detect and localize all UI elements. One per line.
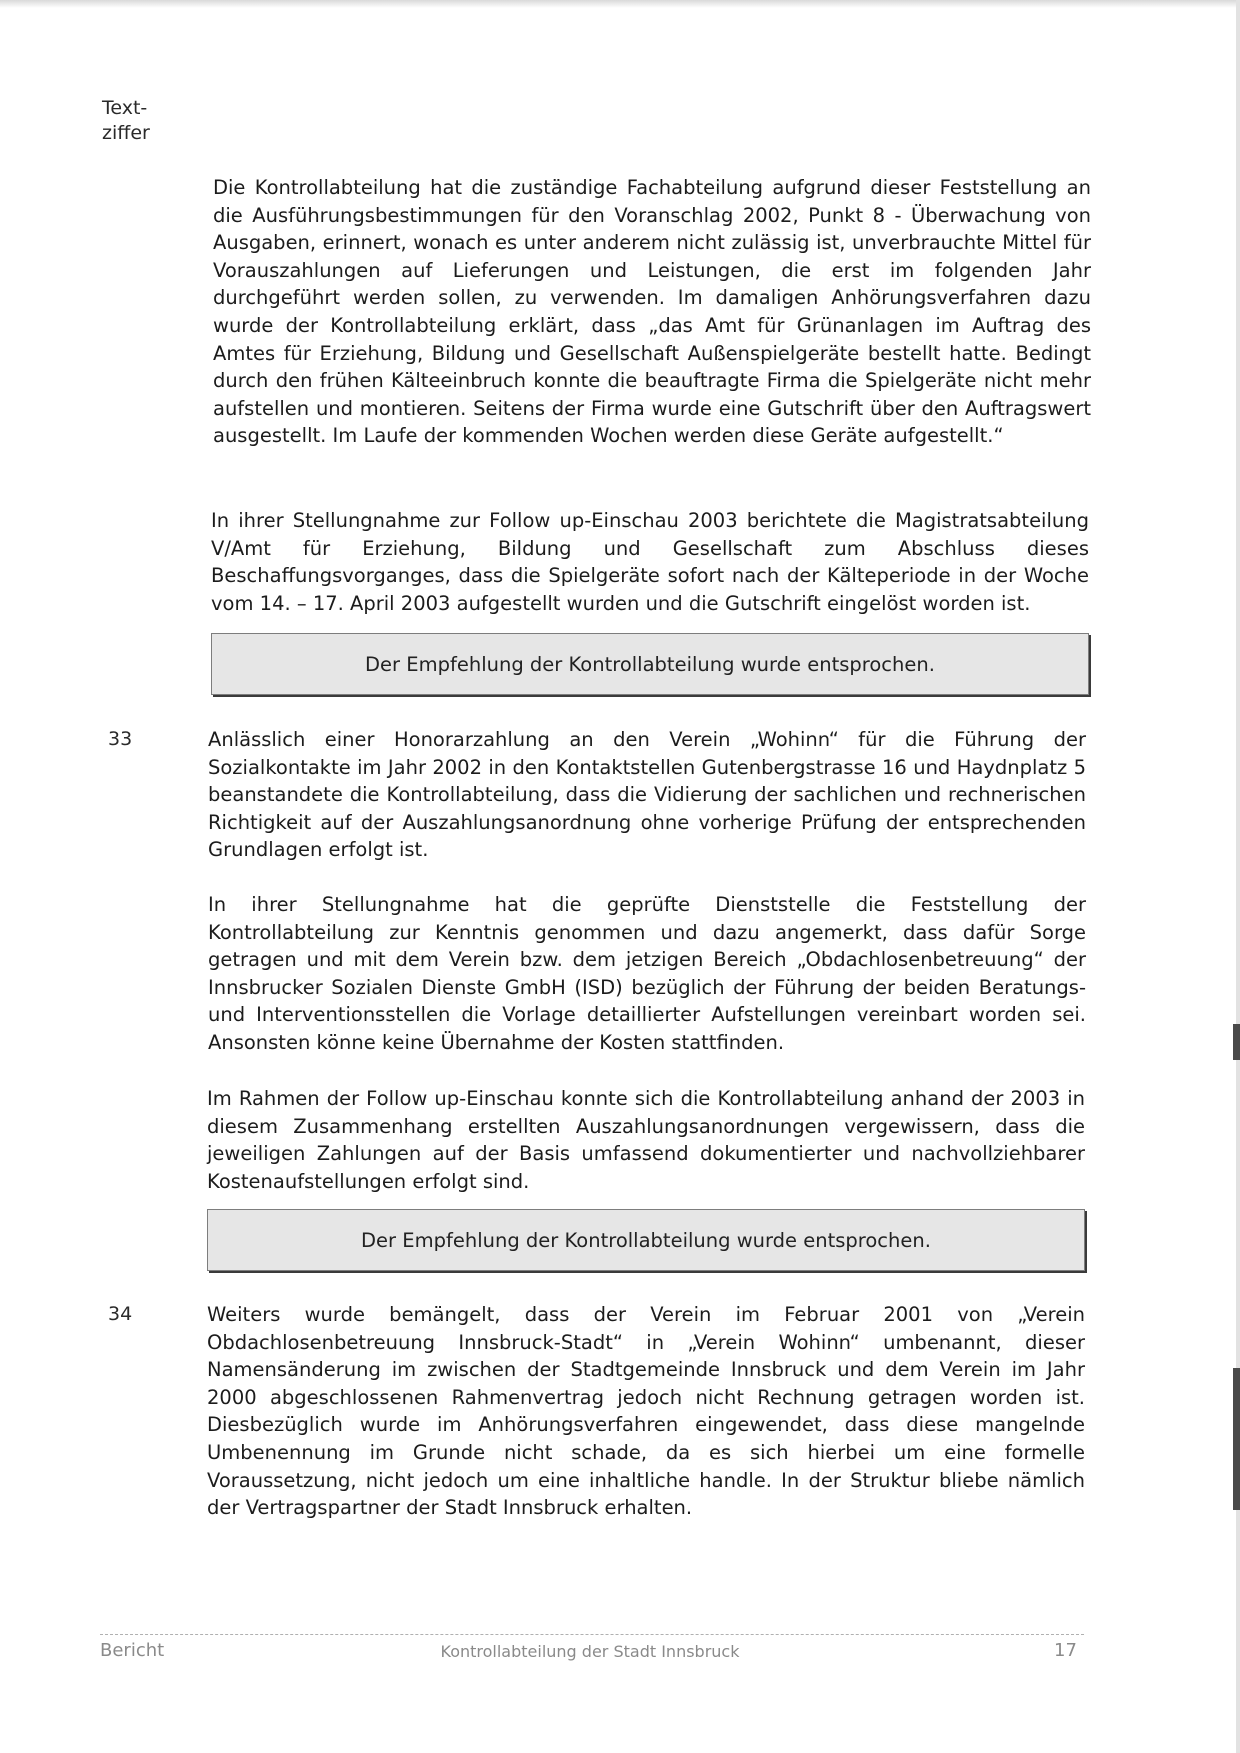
footer-center: Kontrollabteilung der Stadt Innsbruck (440, 1642, 740, 1661)
paragraph: Die Kontrollabteilung hat die zuständige Fachabteilung aufgrund dieser Feststellung an die Ausführungsbestimmungen für den Voranschlag 2002, Punkt 8 - Überwachung von Ausgaben, erinnert, wonach es unter anderem nicht zulässig ist, unverbrauchte Mittel für Vorauszahlungen auf Lieferungen und Leistungen, die erst im folgenden Jahr durchgeführt werden sollen, zu verwenden. Im damaligen Anhörungsverfahren dazu wurde der Kontrollabteilung erklärt, dass „das Amt für Grünanlagen im Auftrag des Amtes für Erziehung, Bildung und Gesellschaft Außenspielgeräte bestellt hatte. Bedingt durch den frühen Kälteeinbruch konnte die beauftragte Firma die Spielgeräte nicht mehr aufstellen und montieren. Seitens der Firma wurde eine Gutschrift über den Auftragswert ausgestellt. Im Laufe der kommenden Wochen werden diese Geräte aufgestellt.“ (213, 176, 1091, 448)
scan-edge-top (0, 0, 1240, 8)
result-text: Der Empfehlung der Kontrollabteilung wurde entsprochen. (365, 652, 935, 676)
textziffer-header (102, 96, 150, 146)
result-box (207, 1209, 1085, 1271)
paragraph: In ihrer Stellungnahme hat die geprüfte Dienststelle die Feststellung der Kontrollabteilung zur Kenntnis genommen und dazu angemerkt, dass dafür Sorge getragen und mit dem Verein bzw. dem jetzigen Bereich „Obdachlosenbetreuung“ der Innsbrucker Sozialen Dienste GmbH (ISD) bezüglich der Führung der beiden Beratungs- und Interventionsstellen die Vorlage detaillierter Aufstellungen vereinbart worden sei. Ansonsten könne keine Übernahme der Kosten stattfinden. (208, 893, 1086, 1054)
result-box (211, 633, 1089, 695)
paragraph: In ihrer Stellungnahme zur Follow up-Einschau 2003 berichtete die Magistratsabteilung V/Amt für Erziehung, Bildung und Gesellschaft zum Abschluss dieses Beschaffungsvorganges, dass die Spielgeräte sofort nach der Kälteperiode in der Woche vom 14. – 17. April 2003 aufgestellt wurden und die Gutschrift eingelöst worden ist. (211, 509, 1089, 615)
result-text: Der Empfehlung der Kontrollabteilung wurde entsprochen. (361, 1228, 931, 1252)
paragraph: Im Rahmen der Follow up-Einschau konnte sich die Kontrollabteilung anhand der 2003 in diesem Zusammenhang erstellten Auszahlungsanordnungen vergewissern, dass die jeweiligen Zahlungen auf der Basis umfassend dokumentierter und nachvollziehbarer Kostenaufstellungen erfolgt sind. (207, 1087, 1085, 1193)
page-number: 17 (1054, 1640, 1077, 1661)
textziffer-header-line2: ziffer (102, 122, 150, 144)
textziffer-number: 33 (108, 728, 133, 750)
footer-left: Bericht (100, 1640, 165, 1661)
scan-mark (1233, 1024, 1240, 1060)
textziffer-header-line1: Text- (102, 97, 148, 119)
paragraph: Weiters wurde bemängelt, dass der Verein im Februar 2001 von „Verein Obdachlosenbetreuung Innsbruck-Stadt“ in „Verein Wohinn“ umbenannt, dieser Namensänderung im zwischen der Stadtgemeinde Innsbruck und dem Verein im Jahr 2000 abgeschlossenen Rahmenvertrag jedoch nicht Rechnung getragen worden ist. Diesbezüglich wurde im Anhörungsverfahren eingewendet, dass diese mangelnde Umbenennung im Grunde nicht schade, da es sich hierbei um eine formelle Voraussetzung, nicht jedoch um eine inhaltliche handle. In der Struktur bliebe nämlich der Vertragspartner der Stadt Innsbruck erhalten. (207, 1303, 1085, 1520)
footer-divider (100, 1634, 1084, 1635)
scan-mark (1233, 1368, 1240, 1510)
textziffer-number: 34 (108, 1303, 133, 1325)
paragraph: Anlässlich einer Honorarzahlung an den Verein „Wohinn“ für die Führung der Sozialkontakte im Jahr 2002 in den Kontaktstellen Gutenbergstrasse 16 und Haydnplatz 5 beanstandete die Kontrollabteilung, dass die Vidierung der sachlichen und rechnerischen Richtigkeit auf der Auszahlungsanordnung ohne vorherige Prüfung der entsprechenden Grundlagen erfolgt ist. (208, 728, 1086, 862)
